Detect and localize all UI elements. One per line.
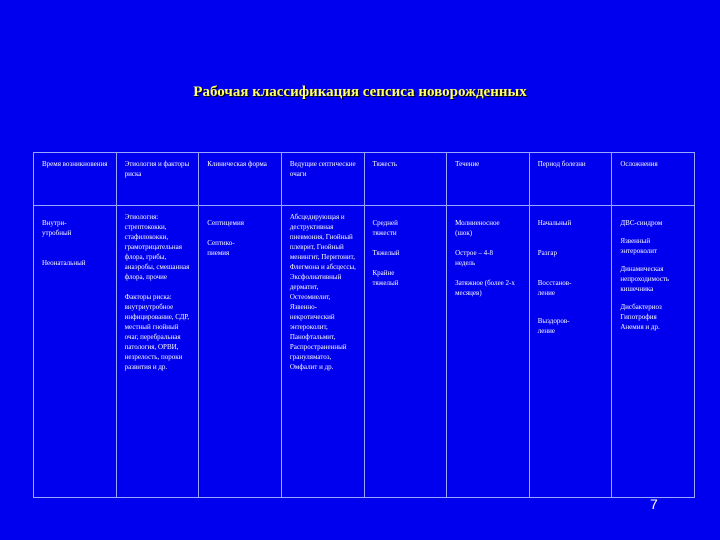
onset-cell	[34, 206, 117, 498]
cell-text: Молниеносное (шок)	[455, 219, 500, 237]
etiology-cell	[116, 206, 199, 498]
cell-text: Факторы риска: внутриутробное инфицирование, СДР, местный гнойный очаг, перебральная патология, ОРВИ, незрелость, пороки развития и др.	[124, 293, 190, 371]
slide-title: Рабочая классификация сепсиса новорожденных	[193, 84, 527, 100]
header-cell: Этиология и факторы риска	[116, 153, 199, 206]
cell-text: Средней тяжести	[372, 219, 398, 237]
cell-text: Абсцедирующая и деструктивная пневмония, Гнойный плеврит, Гнойный менингит, Перитонит, Флегмона и абсцессы, Эксфолиативный дерматит, Остеомиелит, Язвенно-некротический энтероколит, Панофтальмит, Распространенный грануляматоз, Омфалит и др.	[289, 213, 356, 371]
course-cell	[447, 206, 530, 498]
header-cell: Время возникновения	[34, 153, 117, 206]
severity-cell	[364, 206, 447, 498]
cell-text: Острое – 4-8 недель	[455, 249, 493, 267]
classification-table	[33, 152, 695, 498]
cell-text: Септико-пиемия	[207, 239, 235, 257]
header-cell: Клиническая форма	[199, 153, 282, 206]
cell-text: Начальный	[537, 219, 572, 227]
cell-text: Септицемия	[207, 219, 244, 227]
complications-cell	[612, 206, 695, 498]
cell-text: Дисбактериоз Гипотрофия Анемия и др.	[620, 303, 662, 331]
header-cell: Ведущие септические очаги	[281, 153, 364, 206]
header-cell: Тяжесть	[364, 153, 447, 206]
header-cell: Период болезни	[529, 153, 612, 206]
cell-text: Этиология: стрептококки, стафилококки, грамотрицательная флора, грибы, анаэробы, смешанная флора, прочие	[124, 213, 190, 281]
foci-cell	[281, 206, 364, 498]
cell-text: Тяжелый	[372, 249, 400, 257]
cell-text: Язвенный энтероколит	[620, 237, 658, 255]
form-cell	[199, 206, 282, 498]
page-number: 7	[650, 496, 658, 512]
cell-text: Затяжное (более 2-х месяцев)	[455, 279, 515, 297]
cell-text: Неонатальный	[42, 259, 86, 267]
cell-text: Разгар	[537, 249, 557, 257]
cell-text: Динамическая непроходимость кишечника	[620, 265, 670, 293]
period-cell	[529, 206, 612, 498]
cell-text: ДВС-синдром	[620, 219, 663, 227]
cell-text: Восстанов-ление	[537, 279, 572, 297]
cell-text: Внутри-утробный	[42, 219, 72, 237]
table-row	[34, 206, 695, 498]
cell-text: Выздоров-ление	[537, 317, 570, 335]
cell-text: Крайне тяжелый	[372, 269, 399, 287]
header-cell: Осложнения	[612, 153, 695, 206]
table-header-row	[34, 153, 695, 206]
header-cell: Течение	[447, 153, 530, 206]
